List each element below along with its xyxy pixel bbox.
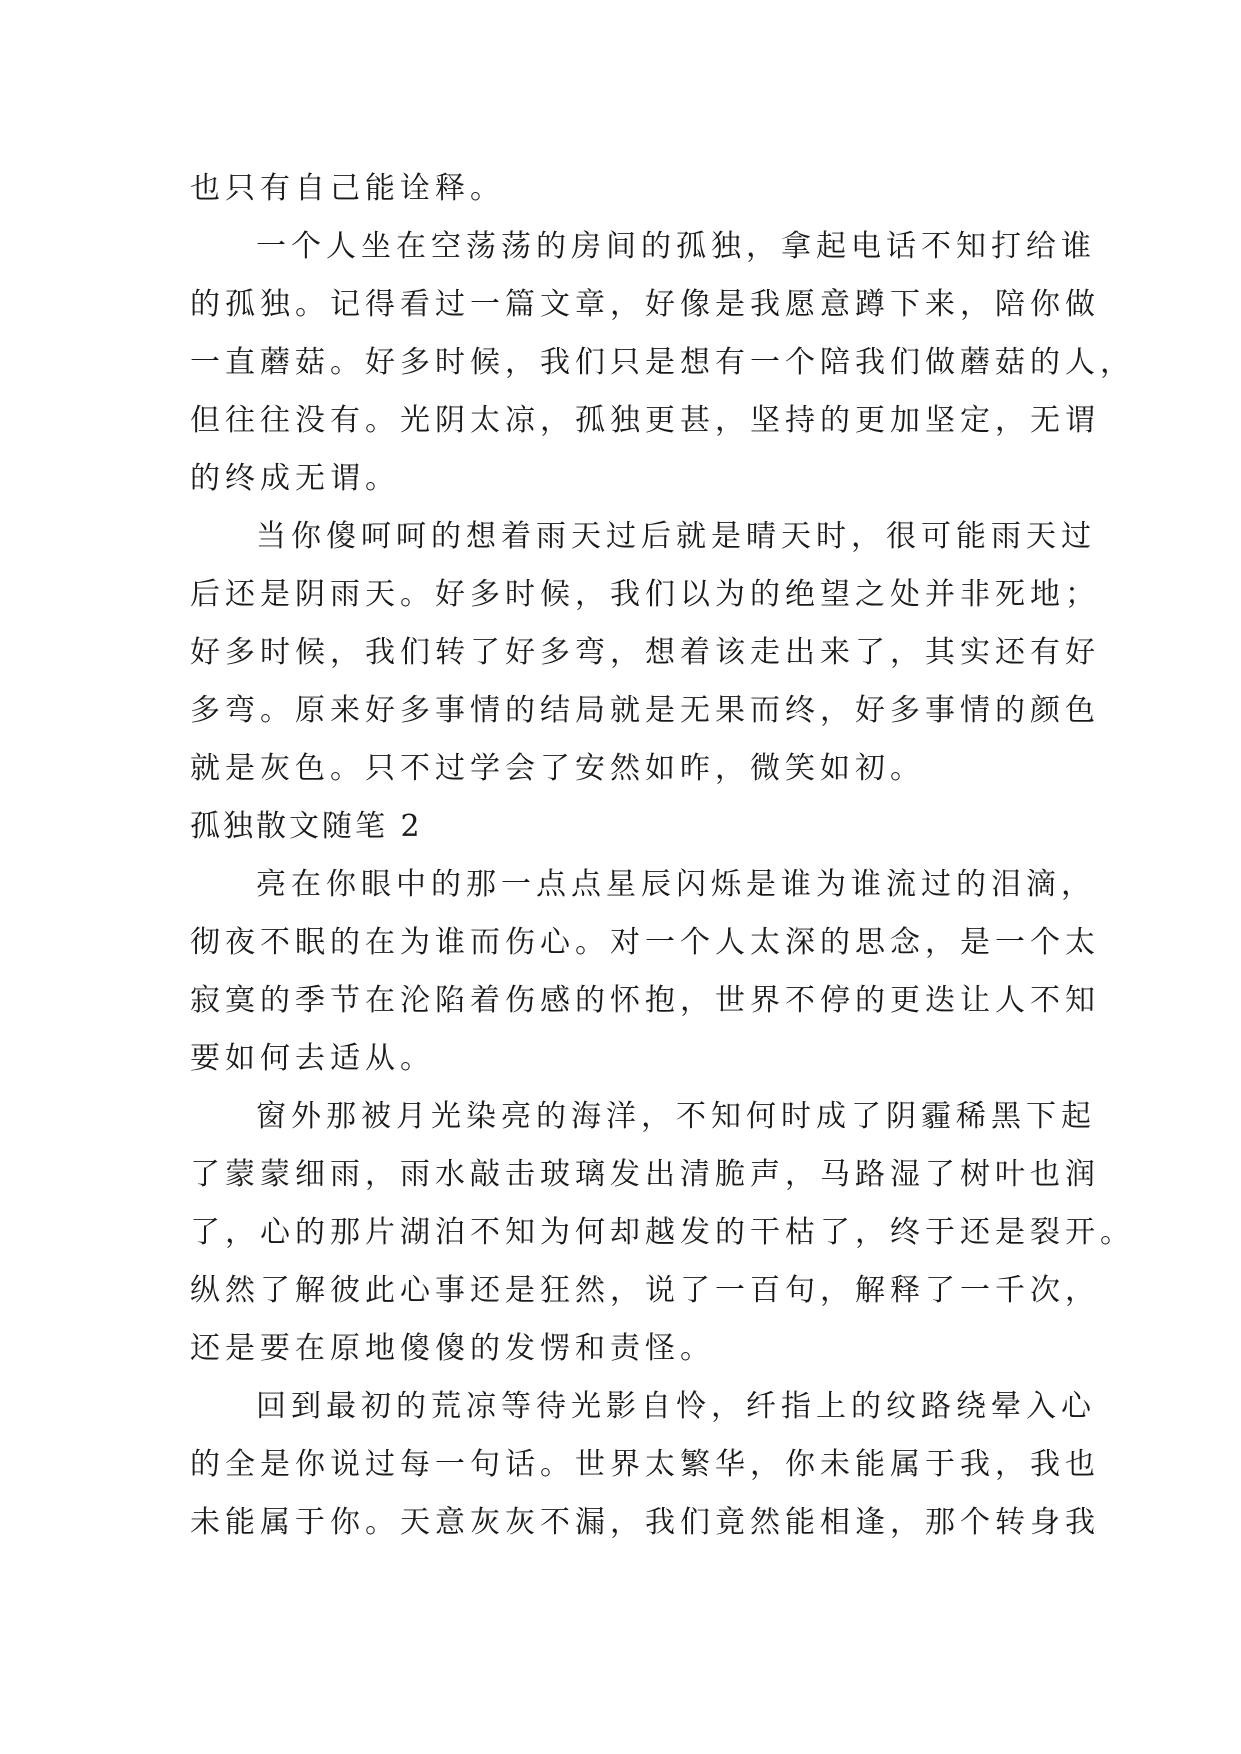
text-line: 未能属于你。天意灰灰不漏，我们竟然能相逢，那个转身我 [190,1505,1100,1540]
text-line: 好多时候，我们转了好多弯，想着该走出来了，其实还有好 [190,635,1100,670]
section-heading: 孤独散文随笔 2 [190,809,423,844]
paragraph-start-line: 回到最初的荒凉等待光影自怜，纤指上的纹路绕晕入心 [256,1389,1096,1424]
text-line: 但往往没有。光阴太凉，孤独更甚，坚持的更加坚定，无谓 [190,403,1100,438]
text-line: 的孤独。记得看过一篇文章，好像是我愿意蹲下来，陪你做 [190,287,1100,322]
text-line: 还是要在原地傻傻的发愣和责怪。 [190,1331,715,1366]
text-line: 多弯。原来好多事情的结局就是无果而终，好多事情的颜色 [190,693,1100,728]
text-line: 了蒙蒙细雨，雨水敲击玻璃发出清脆声，马路湿了树叶也润 [190,1157,1100,1192]
paragraph-start-line: 亮在你眼中的那一点点星辰闪烁是谁为谁流过的泪滴， [256,867,1096,902]
document-body [190,160,1135,1552]
text-line: 要如何去适从。 [190,1041,435,1076]
text-line: 了，心的那片湖泊不知为何却越发的干枯了，终于还是裂开。 [190,1215,1135,1250]
paragraph-start-line: 窗外那被月光染亮的海洋，不知何时成了阴霾稀黑下起 [256,1099,1096,1134]
text-line: 的终成无谓。 [190,461,400,496]
text-line: 一直蘑菇。好多时候，我们只是想有一个陪我们做蘑菇的人， [190,345,1135,380]
paragraph-start-line: 一个人坐在空荡荡的房间的孤独，拿起电话不知打给谁 [256,229,1096,264]
text-line: 纵然了解彼此心事还是狂然，说了一百句，解释了一千次， [190,1273,1100,1308]
text-line: 后还是阴雨天。好多时候，我们以为的绝望之处并非死地； [190,577,1100,612]
paragraph-start-line: 当你傻呵呵的想着雨天过后就是晴天时，很可能雨天过 [256,519,1096,554]
text-line: 就是灰色。只不过学会了安然如昨，微笑如初。 [190,751,925,786]
text-line: 也只有自己能诠释。 [190,171,505,206]
text-line: 寂寞的季节在沦陷着伤感的怀抱，世界不停的更迭让人不知 [190,983,1100,1018]
text-line: 彻夜不眠的在为谁而伤心。对一个人太深的思念，是一个太 [190,925,1100,960]
text-line: 的全是你说过每一句话。世界太繁华，你未能属于我，我也 [190,1447,1100,1482]
